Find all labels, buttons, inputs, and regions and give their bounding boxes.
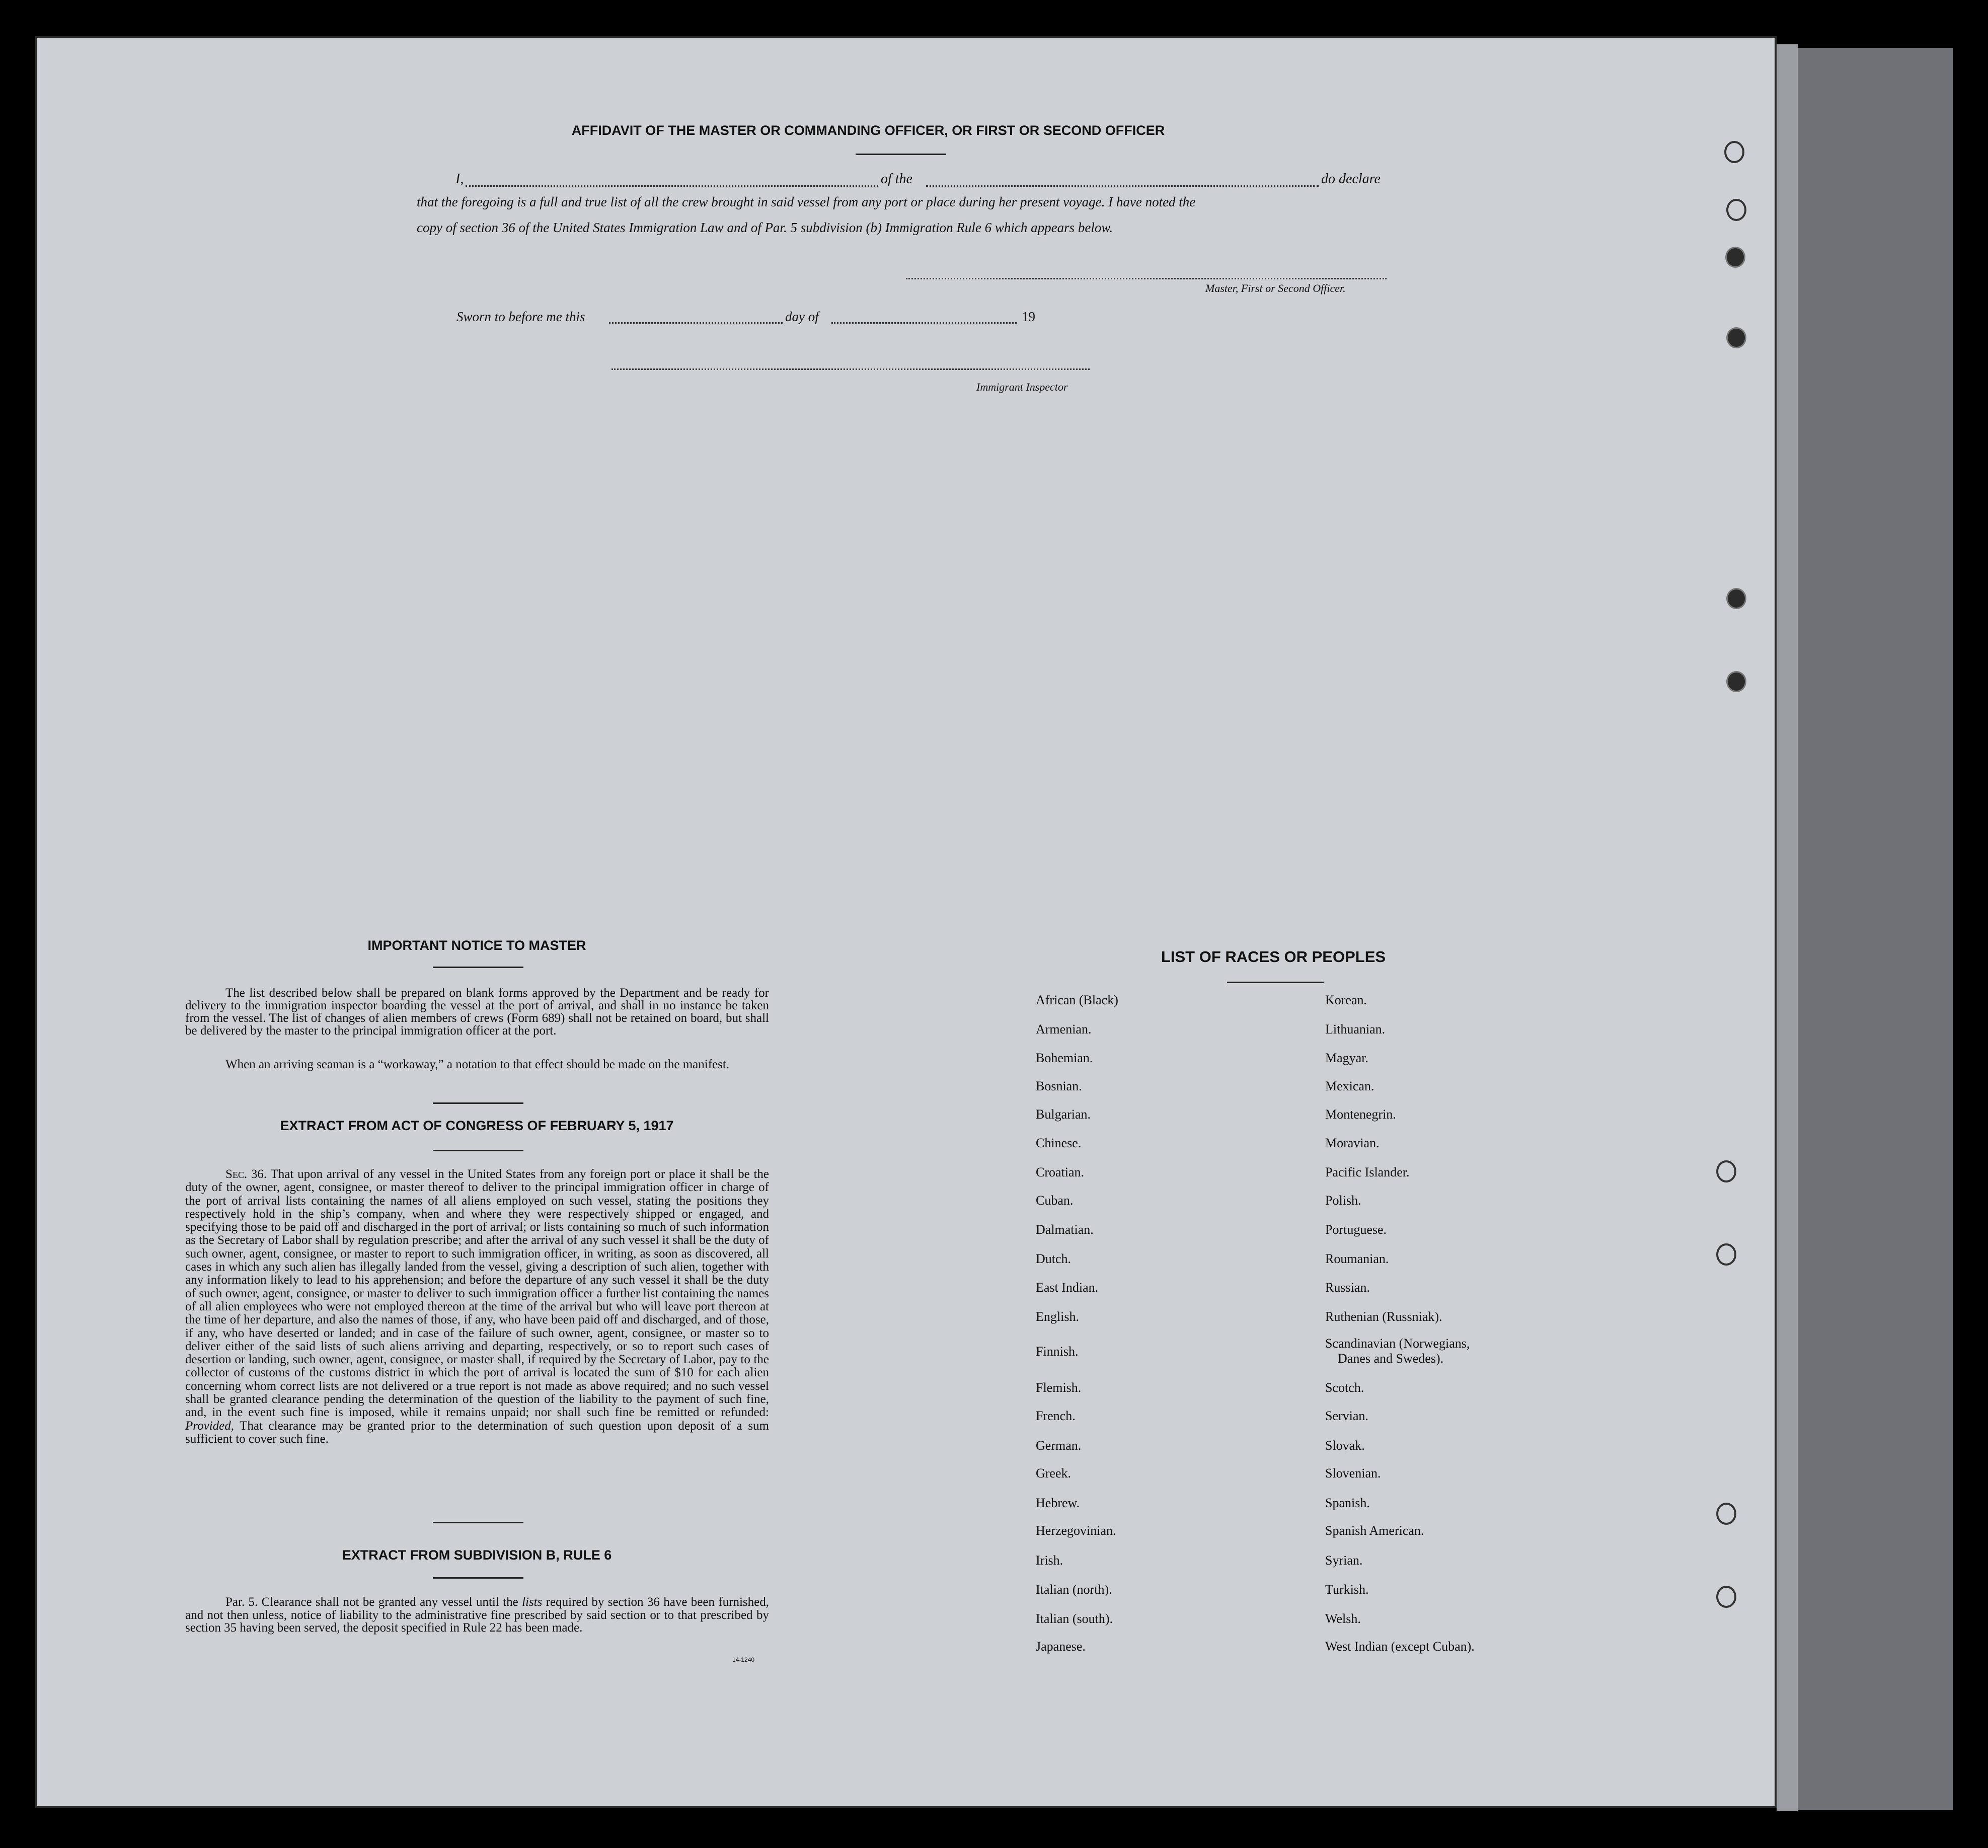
binder-hole: [1725, 247, 1745, 268]
race-item: Bohemian.: [1036, 1051, 1093, 1065]
divider: [433, 1150, 523, 1151]
year-prefix: 19: [1022, 309, 1035, 324]
race-item: Mexican.: [1325, 1079, 1374, 1093]
race-item: Syrian.: [1325, 1553, 1363, 1568]
races-title: LIST OF RACES OR PEOPLES: [1161, 948, 1386, 966]
sworn-label: Sworn to before me this: [456, 309, 585, 324]
race-item: Hebrew.: [1036, 1496, 1080, 1510]
race-item: Croatian.: [1036, 1165, 1085, 1179]
race-item: Bosnian.: [1036, 1079, 1082, 1093]
race-item: Armenian.: [1036, 1022, 1092, 1037]
extract-act-body: [185, 1168, 769, 1446]
race-item: Danes and Swedes).: [1338, 1351, 1444, 1366]
race-item: African (Black): [1036, 993, 1118, 1007]
race-item: Japanese.: [1036, 1639, 1086, 1654]
race-item: Greek.: [1036, 1466, 1072, 1481]
name-blank[interactable]: [466, 185, 878, 187]
binder-hole: [1726, 588, 1746, 609]
race-item: Scotch.: [1325, 1380, 1364, 1395]
race-item: Dutch.: [1036, 1251, 1072, 1266]
divider: [856, 154, 946, 155]
section-text-end: That clearance may be granted prior to the determination of such question upon deposit of a sum sufficient to cover such fine.: [185, 1419, 769, 1446]
race-item: Herzegovinian.: [1036, 1523, 1116, 1538]
race-item: Slovenian.: [1325, 1466, 1381, 1481]
race-item: French.: [1036, 1409, 1076, 1423]
affidavit-title: AFFIDAVIT OF THE MASTER OR COMMANDING OFFICER, OR FIRST OR SECOND OFFICER: [571, 123, 1165, 138]
notice-para-2: When an arriving seaman is a “workaway,” a notation to that effect should be made on the manifest.: [225, 1058, 730, 1071]
race-item: Polish.: [1325, 1193, 1361, 1208]
inspector-signature-line[interactable]: [611, 368, 1090, 370]
section-text: That upon arrival of any vessel in the United States from any foreign port or place it shall be the duty of the owner, agent, consignee, or master thereof to deliver to the principal immigration officer in charge of the port of arrival lists containing the names of all aliens employed on such vessel, stating the positions they respectively hold in the ship’s company, when and where they were respectively shipped or engaged, and specifying those to be paid off and discharged in the port of arrival; or lists containing so much of such information as the Secretary of Labor shall by regulation prescribe; and after the arrival of any such vessel it shall be the duty of such owner, agent, consignee, or master to report to such immigration officer, in writing, as soon as discovered, all cases in which any such alien has illegally landed from the vessel, giving a description of such alien, together with any information likely to lead to his apprehension; and before the departure of any such vessel it shall be the duty of such owner, agent, consignee, or master to deliver to such immigration officer a further list containing the names of all alien employees who were not employed thereon at the time of the arrival but who will leave port thereon at the time of her departure, and also the names of those, if any, who have been paid off and discharged, and of those, if any, who have deserted or landed; and in case of the failure of such owner, agent, consignee, or master so to deliver either of the said lists of such aliens arriving and departing, respectively, or so to report such cases of desertion or landing, such owner, agent, consignee, or master shall, if required by the Secretary of Labor, pay to the collector of customs of the customs district in which the port of arrival is located the sum of $10 for each alien concerning whom correct lists are not delivered or a true report is not made as above required; and no such vessel shall be granted clearance pending the determination of the question of the liability to the payment of such fine, and, in the event such fine is imposed, while it remains unpaid; nor shall such fine be remitted or refunded:: [185, 1167, 769, 1420]
race-item: Spanish.: [1325, 1496, 1370, 1510]
extract-rule-body: [185, 1596, 769, 1635]
race-item: Servian.: [1325, 1409, 1368, 1423]
race-item: Lithuanian.: [1325, 1022, 1386, 1037]
notice-para-1: The list described below shall be prepared on blank forms approved by the Department and be ready for delivery to the immigration inspector boarding the vessel at the port of arrival, and shall in no instance be taken from the vessel. The list of changes of alien members of crews (Form 689) shall not be retained on board, but shall be delivered by the master to the principal immigration officer at the port.: [185, 986, 769, 1038]
race-item: Italian (north).: [1036, 1582, 1112, 1597]
race-item: Montenegrin.: [1325, 1107, 1396, 1122]
race-item: English.: [1036, 1309, 1079, 1324]
master-signature-line[interactable]: [906, 278, 1387, 279]
affidavit-line-2: copy of section 36 of the United States Immigration Law and of Par. 5 subdivision (b) Immigration Rule 6 which appears below.: [417, 220, 1113, 235]
binder-hole: [1726, 327, 1746, 348]
affidavit-line-1: that the foregoing is a full and true list of all the crew brought in said vessel from any port or place during her present voyage. I have noted the: [417, 194, 1196, 209]
vessel-blank[interactable]: [926, 185, 1319, 187]
race-item: Chinese.: [1036, 1136, 1082, 1150]
race-item: Moravian.: [1325, 1136, 1380, 1150]
race-item: Irish.: [1036, 1553, 1063, 1568]
race-item: Portuguese.: [1325, 1222, 1387, 1237]
race-item: Slovak.: [1325, 1438, 1365, 1453]
affidavit-do-declare: do declare: [1321, 171, 1381, 187]
binder-hole: [1726, 671, 1746, 692]
binding-strip: [1777, 44, 1798, 1811]
race-item: Turkish.: [1325, 1582, 1369, 1597]
race-item: Dalmatian.: [1036, 1222, 1094, 1237]
race-item: Welsh.: [1325, 1611, 1361, 1626]
race-item: West Indian (except Cuban).: [1325, 1639, 1475, 1654]
race-item: Ruthenian (Russniak).: [1325, 1309, 1442, 1324]
race-item: Spanish American.: [1325, 1523, 1424, 1538]
inspector-caption: Immigrant Inspector: [976, 381, 1068, 393]
race-item: Korean.: [1325, 993, 1367, 1007]
notice-title: IMPORTANT NOTICE TO MASTER: [367, 938, 586, 953]
sworn-month-blank[interactable]: [831, 322, 1017, 324]
race-item: Roumanian.: [1325, 1251, 1389, 1266]
race-item: Bulgarian.: [1036, 1107, 1091, 1122]
document-page: [35, 36, 1777, 1808]
binder-hole: [1716, 1586, 1736, 1608]
affidavit-of-the: of the: [881, 171, 912, 187]
binder-hole: [1724, 141, 1744, 163]
master-caption: Master, First or Second Officer.: [1205, 282, 1346, 294]
form-number: 14-1240: [732, 1656, 755, 1663]
section-label: Sec. 36.: [225, 1167, 267, 1181]
race-item: Scandinavian (Norwegians,: [1325, 1336, 1470, 1351]
divider: [433, 1102, 523, 1104]
divider: [433, 967, 523, 968]
divider: [1227, 982, 1324, 983]
divider: [433, 1522, 523, 1523]
binder-hole: [1716, 1243, 1736, 1266]
race-item: Pacific Islander.: [1325, 1165, 1410, 1179]
race-item: Cuban.: [1036, 1193, 1074, 1208]
binder-hole: [1716, 1160, 1736, 1182]
rule-text-b: required by section 36 have been furnished, and not then unless, notice of liability to the administrative fine prescribed by said section or to that prescribed by section 35 having been served, the deposit specified in Rule 22 has been made.: [185, 1595, 769, 1635]
underlying-page: [1798, 48, 1953, 1810]
rule-text-a: Par. 5. Clearance shall not be granted any vessel until the: [225, 1595, 518, 1609]
race-item: Magyar.: [1325, 1051, 1368, 1065]
lists-word: lists: [522, 1595, 543, 1609]
day-of-label: day of: [785, 309, 819, 324]
sworn-day-blank[interactable]: [609, 322, 783, 324]
affidavit-i: I,: [455, 171, 464, 187]
race-item: Flemish.: [1036, 1380, 1082, 1395]
race-item: East Indian.: [1036, 1280, 1099, 1295]
extract-act-title: EXTRACT FROM ACT OF CONGRESS OF FEBRUARY 5, 1917: [280, 1118, 674, 1133]
provided-word: Provided,: [185, 1419, 234, 1433]
race-item: Russian.: [1325, 1280, 1370, 1295]
race-item: Finnish.: [1036, 1344, 1079, 1359]
binder-hole: [1726, 199, 1746, 221]
race-item: Italian (south).: [1036, 1611, 1113, 1626]
binder-hole: [1716, 1503, 1736, 1525]
race-item: German.: [1036, 1438, 1082, 1453]
extract-rule-title: EXTRACT FROM SUBDIVISION B, RULE 6: [342, 1547, 612, 1563]
divider: [433, 1577, 523, 1579]
